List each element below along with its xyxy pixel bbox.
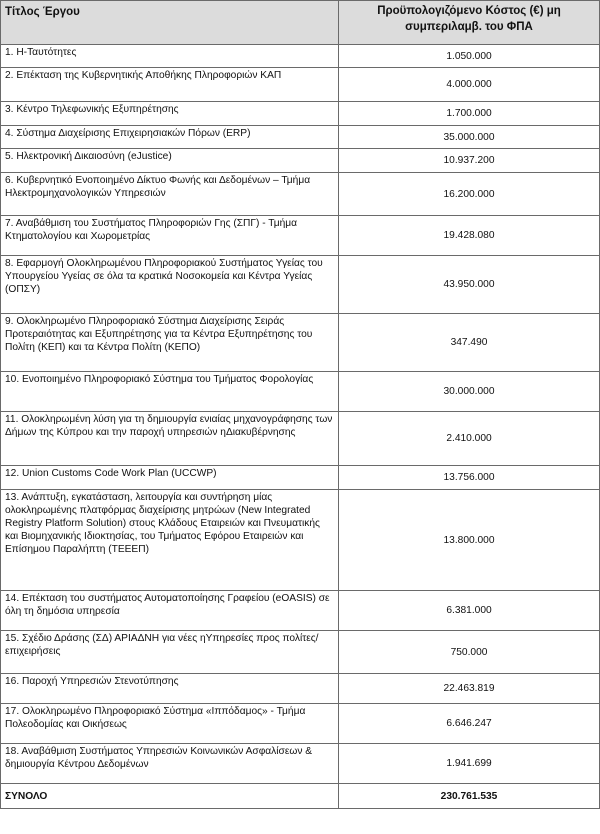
table-row bbox=[1, 490, 600, 591]
project-cost: 750.000 bbox=[339, 631, 600, 674]
project-title: 2. Επέκταση της Κυβερνητικής Αποθήκης Πληροφοριών ΚΑΠ bbox=[1, 68, 339, 102]
table-row bbox=[1, 45, 600, 68]
project-title: 13. Ανάπτυξη, εγκατάσταση, λειτουργία και συντήρηση μίας ολοκληρωμένης πλατφόρμας διαχείρισης μητρώων (New Integrated Registry Platform Solution) στους Κλάδους Εταιρειών και Πνευματικής και Βιομηχανικής Ιδιοκτησίας, του Τμήματος Εφόρου Εταιρειών και Επίσημου Παραλήπτη (ΤΕΕΕΠ) bbox=[1, 490, 339, 591]
project-cost: 43.950.000 bbox=[339, 256, 600, 314]
project-title: 3. Κέντρο Τηλεφωνικής Εξυπηρέτησης bbox=[1, 102, 339, 126]
project-cost: 2.410.000 bbox=[339, 412, 600, 466]
project-title: 15. Σχέδιο Δράσης (ΣΔ) ΑΡΙΑΔΝΗ για νέες ηΥπηρεσίες προς πολίτες/επιχειρήσεις bbox=[1, 631, 339, 674]
table-row bbox=[1, 412, 600, 466]
total-cost: 230.761.535 bbox=[339, 784, 600, 809]
project-cost: 1.050.000 bbox=[339, 45, 600, 68]
project-title: 4. Σύστημα Διαχείρισης Επιχειρησιακών Πόρων (ERP) bbox=[1, 126, 339, 149]
table-row bbox=[1, 744, 600, 784]
project-title: 11. Ολοκληρωμένη λύση για τη δημιουργία ενιαίας μηχανογράφησης των Δήμων της Κύπρου και την παροχή υπηρεσιών ηΔιακυβέρνησης bbox=[1, 412, 339, 466]
total-row bbox=[1, 784, 600, 809]
table-row bbox=[1, 102, 600, 126]
project-title: 18. Αναβάθμιση Συστήματος Υπηρεσιών Κοινωνικών Ασφαλίσεων & δημιουργία Κέντρου Δεδομένων bbox=[1, 744, 339, 784]
project-cost: 13.756.000 bbox=[339, 466, 600, 490]
table-row bbox=[1, 372, 600, 412]
header-title: Τίτλος Έργου bbox=[1, 1, 339, 45]
table-row bbox=[1, 149, 600, 173]
table-row bbox=[1, 256, 600, 314]
project-cost: 1.700.000 bbox=[339, 102, 600, 126]
table-row bbox=[1, 68, 600, 102]
table-header-row bbox=[1, 1, 600, 45]
project-cost: 6.646.247 bbox=[339, 704, 600, 744]
project-title: 16. Παροχή Υπηρεσιών Στενοτύπησης bbox=[1, 674, 339, 704]
total-label: ΣΥΝΟΛΟ bbox=[1, 784, 339, 809]
project-cost: 22.463.819 bbox=[339, 674, 600, 704]
project-title: 8. Εφαρμογή Ολοκληρωμένου Πληροφοριακού Συστήματος Υγείας του Υπουργείου Υγείας σε όλα τα κρατικά Νοσοκομεία και Κέντρα Υγείας (ΟΠΣΥ) bbox=[1, 256, 339, 314]
project-cost: 30.000.000 bbox=[339, 372, 600, 412]
table-row bbox=[1, 631, 600, 674]
project-title: 12. Union Customs Code Work Plan (UCCWP) bbox=[1, 466, 339, 490]
project-title: 1. Η-Ταυτότητες bbox=[1, 45, 339, 68]
table-row bbox=[1, 674, 600, 704]
project-title: 5. Ηλεκτρονική Δικαιοσύνη (eJustice) bbox=[1, 149, 339, 173]
project-title: 17. Ολοκληρωμένο Πληροφοριακό Σύστημα «Ιππόδαμος» - Τμήμα Πολεοδομίας και Οικήσεως bbox=[1, 704, 339, 744]
project-cost: 6.381.000 bbox=[339, 591, 600, 631]
project-cost: 35.000.000 bbox=[339, 126, 600, 149]
table-row bbox=[1, 314, 600, 372]
table-row bbox=[1, 704, 600, 744]
table-row bbox=[1, 173, 600, 216]
project-title: 14. Επέκταση του συστήματος Αυτοματοποίησης Γραφείου (eOASIS) σε όλη τη δημόσια υπηρεσία bbox=[1, 591, 339, 631]
header-cost: Προϋπολογιζόμενο Κόστος (€) μη συμπεριλαμβ. του ΦΠΑ bbox=[339, 1, 600, 45]
project-cost: 16.200.000 bbox=[339, 173, 600, 216]
project-title: 6. Κυβερνητικό Ενοποιημένο Δίκτυο Φωνής και Δεδομένων – Τμήμα Ηλεκτρομηχανολογικών Υπηρεσιών bbox=[1, 173, 339, 216]
project-cost: 13.800.000 bbox=[339, 490, 600, 591]
project-cost: 4.000.000 bbox=[339, 68, 600, 102]
project-title: 9. Ολοκληρωμένο Πληροφοριακό Σύστημα Διαχείρισης Σειράς Προτεραιότητας και Εξυπηρέτησης για τα Κέντρα Εξυπηρέτησης του Πολίτη (ΚΕΠ) και τα Κέντρα Πολίτη (ΚΕΠΟ) bbox=[1, 314, 339, 372]
project-cost: 19.428.080 bbox=[339, 216, 600, 256]
project-title: 10. Ενοποιημένο Πληροφοριακό Σύστημα του Τμήματος Φορολογίας bbox=[1, 372, 339, 412]
project-cost: 347.490 bbox=[339, 314, 600, 372]
project-title: 7. Αναβάθμιση του Συστήματος Πληροφοριών Γης (ΣΠΓ) - Τμήμα Κτηματολογίου και Χωρομετρίας bbox=[1, 216, 339, 256]
table-row bbox=[1, 126, 600, 149]
table-row bbox=[1, 591, 600, 631]
table-row bbox=[1, 466, 600, 490]
project-cost: 10.937.200 bbox=[339, 149, 600, 173]
project-cost: 1.941.699 bbox=[339, 744, 600, 784]
table-body bbox=[1, 45, 600, 809]
table-row bbox=[1, 216, 600, 256]
